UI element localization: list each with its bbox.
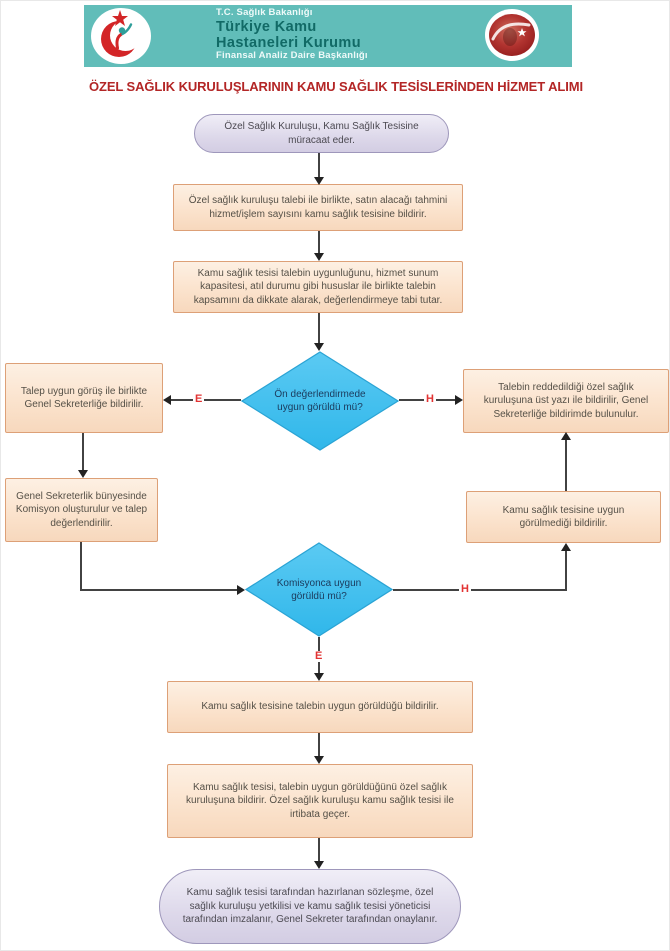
node-step3: Kamu sağlık tesisine talebin uygun görüldüğü bildirilir. <box>167 681 473 733</box>
arrowhead-step3-to-step4 <box>314 756 324 764</box>
node-approved-left: Talep uygun görüş ile birlikte Genel Sekreterliğe bildirilir. <box>5 363 163 433</box>
org-name-line1: Türkiye Kamu <box>216 18 317 35</box>
label-yes-2: E <box>315 650 323 662</box>
node-commission: Genel Sekreterlik bünyesinde Komisyon oluşturulur ve talep değerlendirilir. <box>5 478 158 542</box>
arrowhead-right2-to-right1 <box>561 432 571 440</box>
decision1-question: Ön değerlendirmede uygun görüldü mü? <box>274 389 366 413</box>
header-text-block <box>216 8 368 62</box>
label-no-1: H <box>426 393 434 405</box>
arrowhead-step2-to-decision1 <box>314 343 324 351</box>
node-decision1 <box>241 351 399 451</box>
arrowhead-decision1-no <box>455 395 463 405</box>
node-start: Özel Sağlık Kuruluşu, Kamu Sağlık Tesisine müracaat eder. <box>194 114 449 153</box>
arrow-step4-to-end <box>318 838 320 862</box>
arrow-left1-to-left2 <box>82 433 84 471</box>
arrowhead-step1-to-step2 <box>314 253 324 261</box>
arrowhead-decision2-no <box>561 543 571 551</box>
node-decision2 <box>245 542 393 637</box>
ministry-name: T.C. Sağlık Bakanlığı <box>216 7 313 18</box>
arrow-right2-to-right1 <box>565 440 567 491</box>
arrow-start-to-step1 <box>318 153 320 178</box>
node-step2: Kamu sağlık tesisi talebin uygunluğunu, hizmet sunum kapasitesi, atıl durumu gibi hususlar ile birlikte talebin kapsamını da dikkate alarak, değerlendirmeye tabi tutar. <box>173 261 463 313</box>
arrow-left2-down <box>80 542 82 591</box>
arrowhead-step4-to-end <box>314 861 324 869</box>
ataturk-portrait-icon <box>484 8 540 62</box>
page-title: ÖZEL SAĞLIK KURULUŞLARININ KAMU SAĞLIK TESİSLERİNDEN HİZMET ALIMI <box>89 79 583 94</box>
org-name-line2: Hastaneleri Kurumu <box>216 34 361 51</box>
node-rejected-right: Talebin reddedildiği özel sağlık kuruluşuna üst yazı ile bildirilir, Genel Sekreterliğe bildirimde bulunulur. <box>463 369 669 433</box>
node-step4: Kamu sağlık tesisi, talebin uygun görüldüğünü özel sağlık kuruluşuna bildirir. Özel sağlık kuruluşu kamu sağlık tesisi ile irtibata geçer. <box>167 764 473 838</box>
arrow-step2-to-decision1 <box>318 313 320 344</box>
health-ministry-logo-icon <box>90 7 152 65</box>
node-not-suitable: Kamu sağlık tesisine uygun görülmediği bildirilir. <box>466 491 661 543</box>
arrow-decision2-no <box>393 589 567 591</box>
decision2-question: Komisyonca uygun görüldü mü? <box>276 577 362 602</box>
arrow-step1-to-step2 <box>318 231 320 254</box>
arrowhead-start-to-step1 <box>314 177 324 185</box>
label-no-2: H <box>461 583 469 595</box>
label-yes-1: E <box>195 393 203 405</box>
node-step1: Özel sağlık kuruluşu talebi ile birlikte, satın alacağı tahmini hizmet/işlem sayısını kamu sağlık tesisine bildirir. <box>173 184 463 231</box>
arrow-left2-to-decision2 <box>80 589 237 591</box>
arrowhead-left2-to-decision2 <box>237 585 245 595</box>
arrow-decision2-no-up <box>565 550 567 591</box>
arrowhead-left1-to-left2 <box>78 470 88 478</box>
node-end: Kamu sağlık tesisi tarafından hazırlanan sözleşme, özel sağlık kuruluşu yetkilisi ve kamu sağlık tesisi yöneticisi tarafından imzalanır, Genel Sekreter tarafından onaylanır. <box>159 869 461 944</box>
department-name: Finansal Analiz Daire Başkanlığı <box>216 50 368 62</box>
header-banner <box>84 5 572 67</box>
arrowhead-decision1-yes <box>163 395 171 405</box>
arrowhead-decision2-yes <box>314 673 324 681</box>
arrow-step3-to-step4 <box>318 733 320 757</box>
arrow-decision1-yes <box>171 399 241 401</box>
